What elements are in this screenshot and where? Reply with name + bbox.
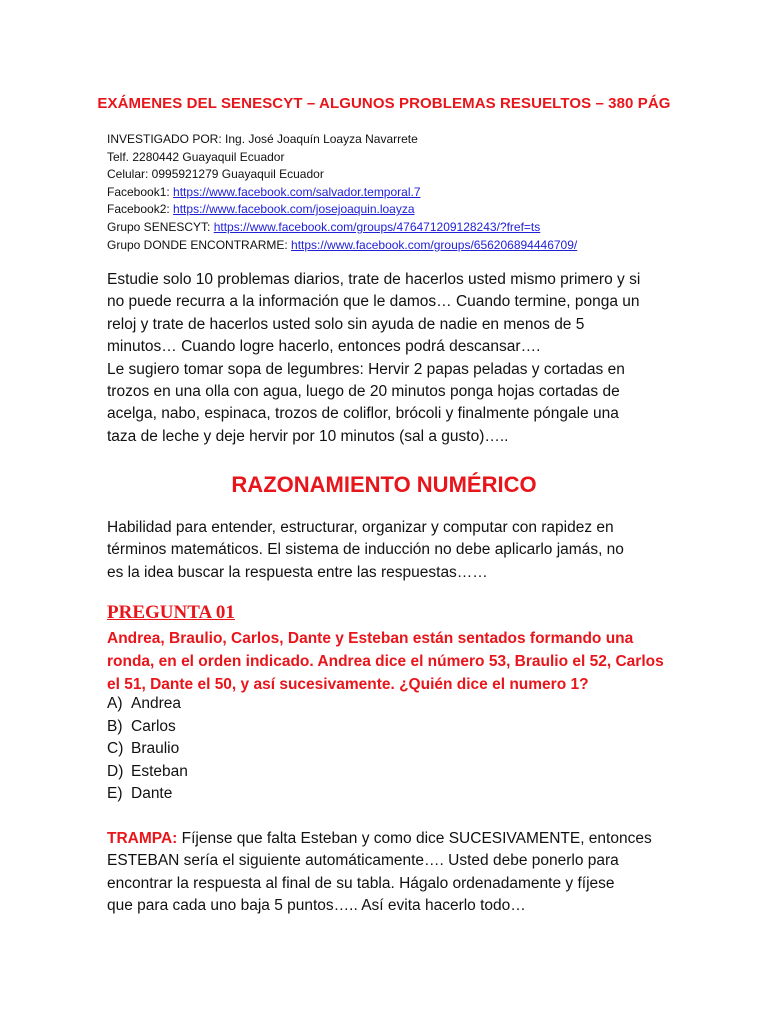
grupo-donde-link[interactable]: https://www.facebook.com/groups/656206894446709/ <box>291 237 578 252</box>
author-info-block <box>107 131 577 254</box>
option-text: Esteban <box>131 762 188 780</box>
document-title: EXÁMENES DEL SENESCYT – ALGUNOS PROBLEMAS RESUELTOS – 380 PÁG <box>97 95 671 112</box>
intro-line: minutos… Cuando logre hacerlo, entonces podrá descansar…. <box>107 338 541 356</box>
answer-option <box>107 738 188 761</box>
option-text: Andrea <box>131 695 181 712</box>
habilidad-line: Habilidad para entender, estructurar, organizar y computar con rapidez en <box>107 519 614 536</box>
facebook2-label: Facebook2: <box>107 202 174 217</box>
option-letter: E) <box>107 785 123 803</box>
trampa-first-line <box>107 828 677 850</box>
question-line: Andrea, Braulio, Carlos, Dante y Esteban están sentados formando una <box>107 630 634 647</box>
option-text: Braulio <box>131 740 180 758</box>
answer-options-list <box>107 693 188 806</box>
intro-line: trozos en una olla con agua, luego de 20 minutos ponga hojas cortadas de <box>107 383 620 401</box>
habilidad-line: términos matemáticos. El sistema de inducción no debe aplicarlo jamás, no <box>107 541 624 559</box>
option-letter: D) <box>107 762 124 780</box>
trampa-paragraph <box>107 828 677 918</box>
question-number-heading: PREGUNTA 01 <box>107 602 235 623</box>
grupo-senescyt-link[interactable]: https://www.facebook.com/groups/476471209128243/?fref=ts <box>213 219 541 234</box>
trampa-line: encontrar la respuesta al final de su tabla. Hágalo ordenadamente y fíjese <box>107 874 615 892</box>
intro-line: no puede recurra a la información que le damos… Cuando termine, ponga un <box>107 293 640 311</box>
intro-paragraph <box>107 269 677 448</box>
trampa-label: TRAMPA: <box>107 830 178 847</box>
intro-line: Le sugiero tomar sopa de legumbres: Hervir 2 papas peladas y cortadas en <box>107 360 625 378</box>
intro-line: reloj y trate de hacerlos usted solo sin ayuda de nadie en menos de 5 <box>107 315 585 333</box>
trampa-first-text: Fíjense que falta Esteban y como dice SUCESIVAMENTE, entonces <box>177 830 652 847</box>
option-letter: C) <box>107 740 124 758</box>
option-letter: A) <box>107 695 123 712</box>
question-line: el 51, Dante el 50, y así sucesivamente. ¿Quién dice el numero 1? <box>107 676 589 693</box>
grupo-donde-label: Grupo DONDE ENCONTRARME: <box>107 237 292 252</box>
trampa-line: ESTEBAN sería el siguiente automáticamente…. Usted debe ponerlo para <box>107 852 619 870</box>
cellphone-line: Celular: 0995921279 Guayaquil Ecuador <box>107 167 324 182</box>
grupo-donde-line <box>107 237 577 255</box>
facebook2-link[interactable]: https://www.facebook.com/josejoaquin.loayza <box>173 202 415 217</box>
option-text: Dante <box>131 785 173 803</box>
facebook1-line <box>107 184 577 202</box>
trampa-line: que para cada uno baja 5 puntos….. Así evita hacerlo todo… <box>107 897 526 915</box>
question-line: ronda, en el orden indicado. Andrea dice el número 53, Braulio el 52, Carlos <box>107 653 664 670</box>
option-text: Carlos <box>131 717 176 735</box>
option-letter: B) <box>107 717 123 735</box>
grupo-senescyt-label: Grupo SENESCYT: <box>107 219 214 234</box>
facebook2-line <box>107 201 577 219</box>
answer-option <box>107 761 188 784</box>
answer-option <box>107 783 188 806</box>
question-text <box>107 627 664 696</box>
habilidad-line: es la idea buscar la respuesta entre las respuestas…… <box>107 563 488 581</box>
intro-line: acelga, nabo, espinaca, trozos de coliflor, brócoli y finalmente póngale una <box>107 405 619 423</box>
author-line: INVESTIGADO POR: Ing. José Joaquín Loayza Navarrete <box>107 132 418 146</box>
phone-line: Telf. 2280442 Guayaquil Ecuador <box>107 149 285 164</box>
answer-option <box>107 716 188 739</box>
facebook1-label: Facebook1: <box>107 184 174 199</box>
section-title: RAZONAMIENTO NUMÉRICO <box>231 472 537 497</box>
grupo-senescyt-line <box>107 219 577 237</box>
answer-option <box>107 693 188 716</box>
intro-line: taza de leche y deje hervir por 10 minutos (sal a gusto)….. <box>107 427 509 445</box>
habilidad-paragraph <box>107 517 677 584</box>
intro-line: Estudie solo 10 problemas diarios, trate de hacerlos usted mismo primero y si <box>107 271 641 288</box>
facebook1-link[interactable]: https://www.facebook.com/salvador.temporal.7 <box>173 184 421 199</box>
